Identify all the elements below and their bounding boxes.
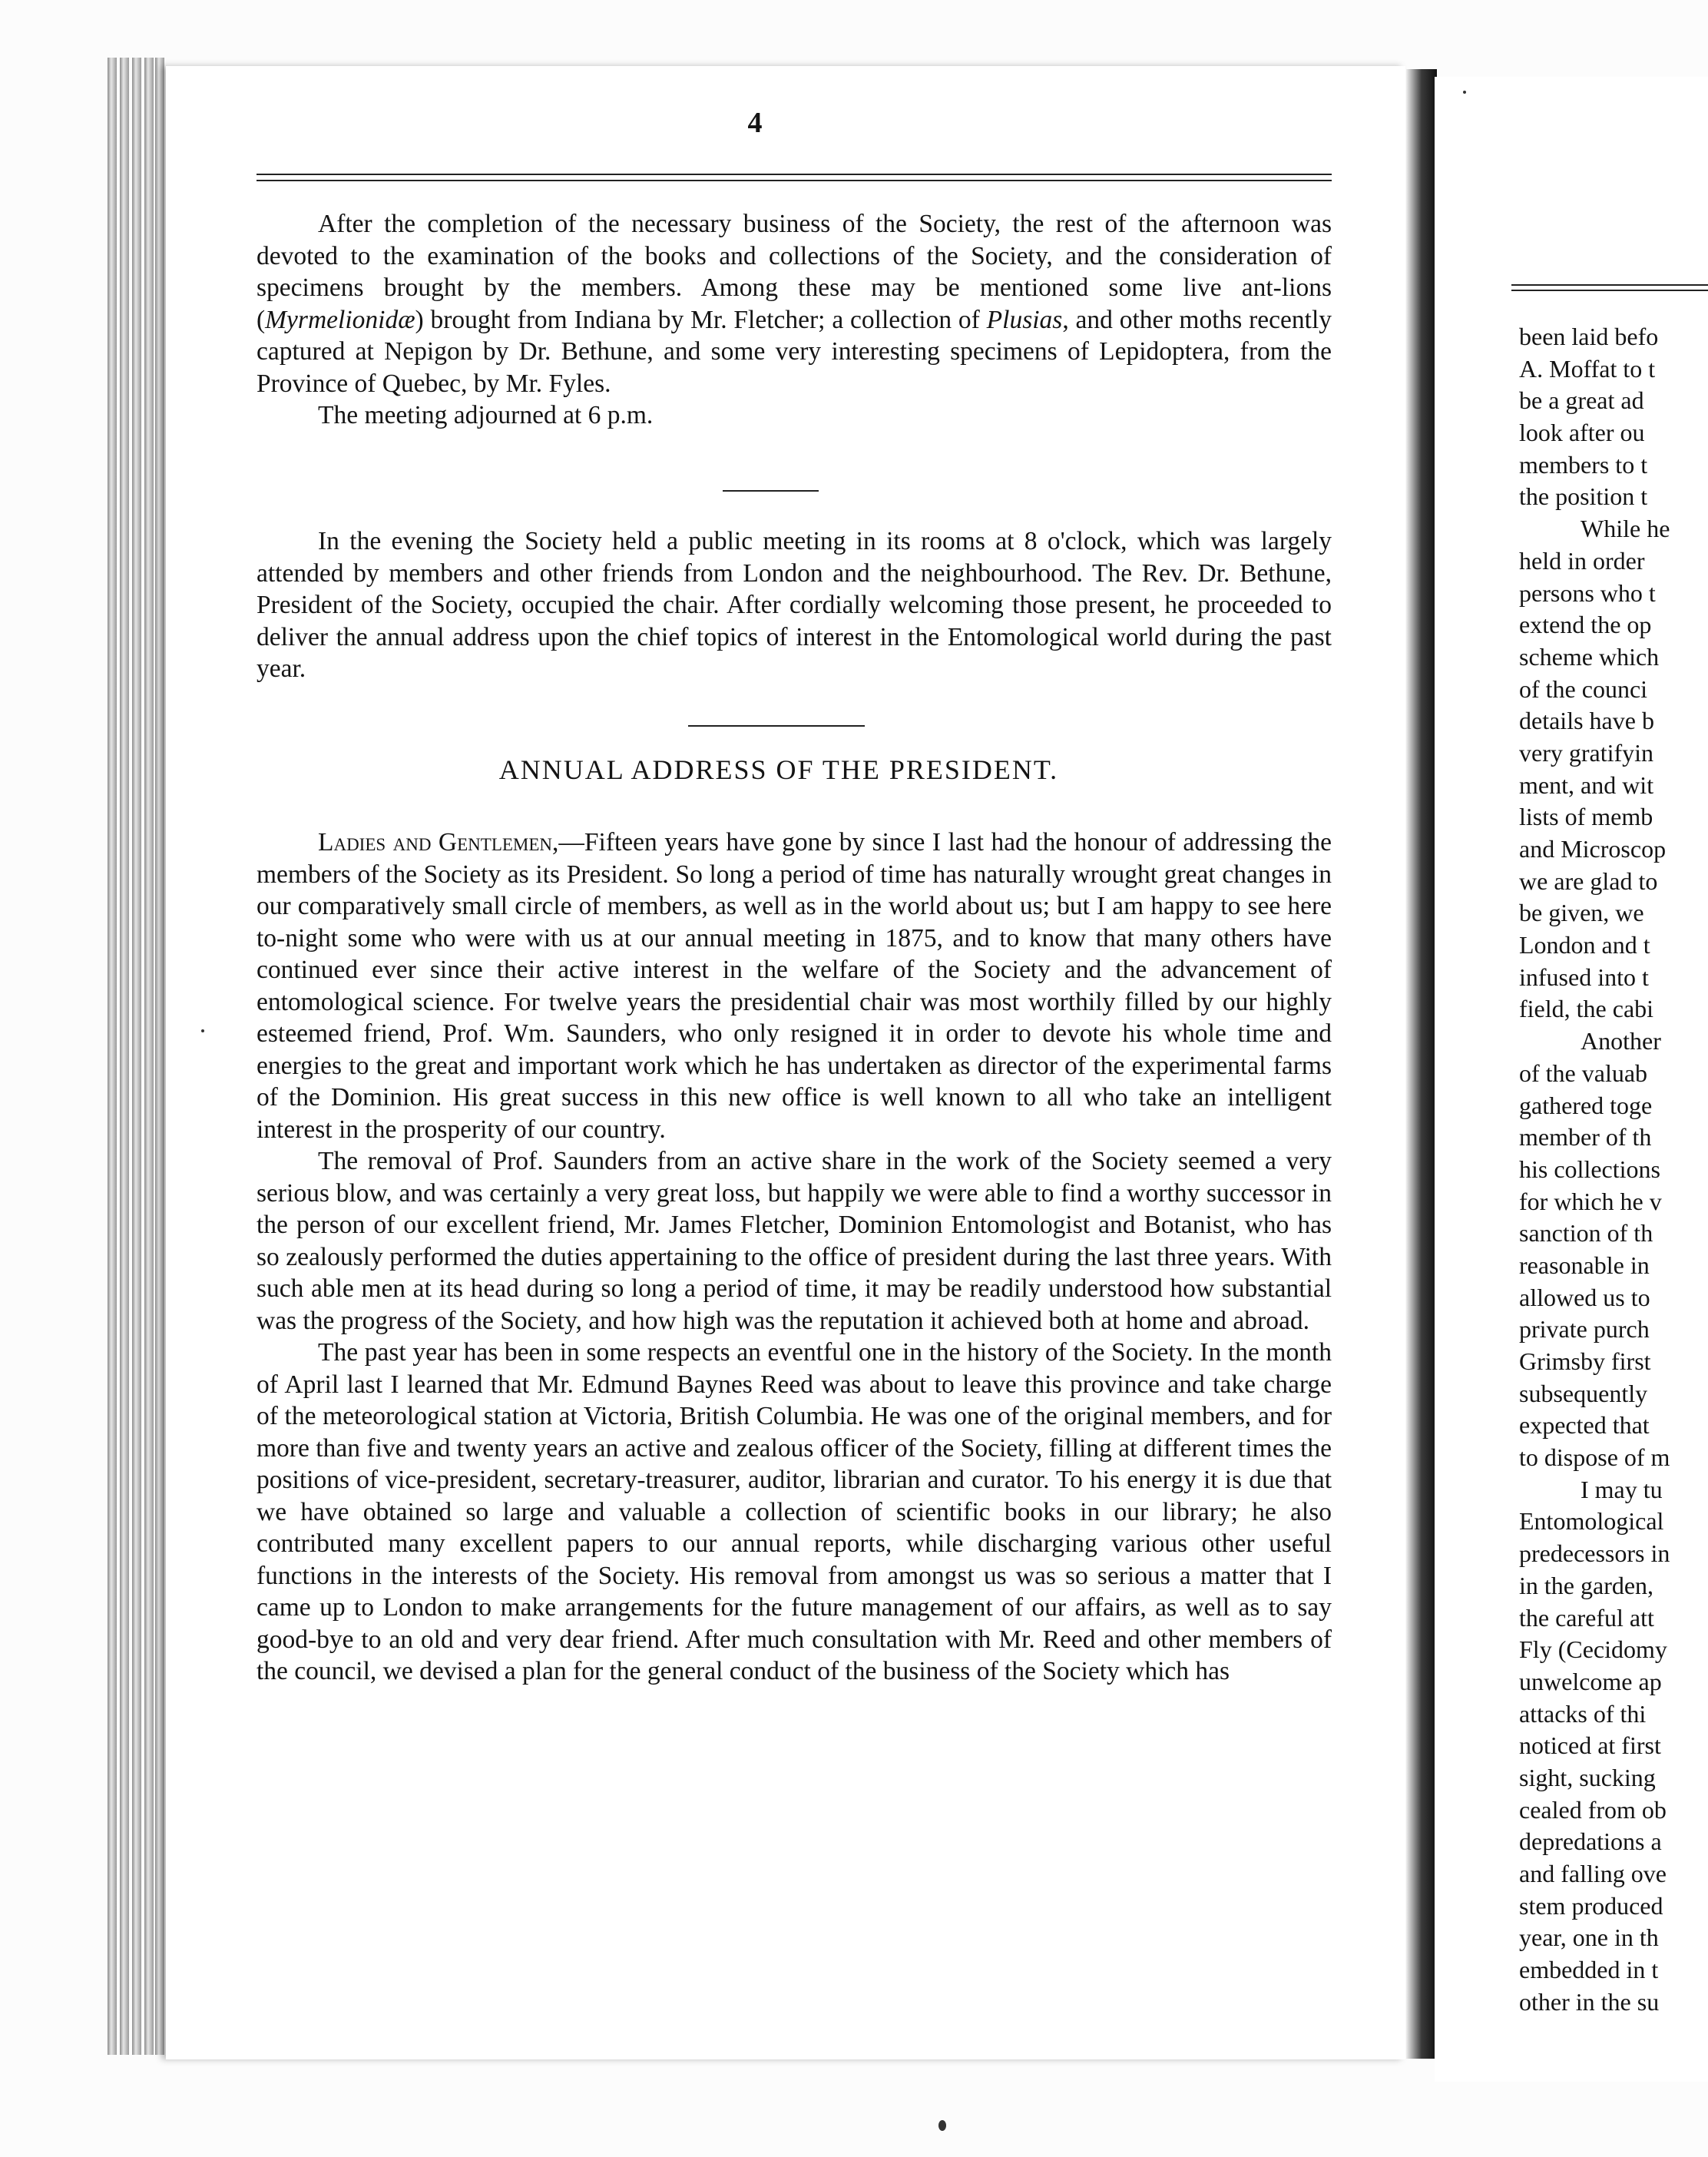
- right-page-line: the careful att: [1519, 1603, 1654, 1632]
- right-page-line: ment, and wit: [1519, 770, 1654, 799]
- left-page: [166, 66, 1405, 2059]
- salutation: Ladies and Gentlemen,: [318, 828, 559, 857]
- right-page-line: been laid befo: [1519, 323, 1659, 350]
- intro-paragraph-1-text-b: ) brought from Indiana by Mr. Fletcher; a collection of: [415, 305, 987, 334]
- right-page-line: the position t: [1519, 482, 1648, 511]
- right-page-line: persons who t: [1519, 578, 1656, 607]
- right-page-line: embedded in t: [1519, 1956, 1659, 1984]
- right-page-line: look after ou: [1519, 419, 1645, 447]
- right-page-line: year, one in th: [1519, 1923, 1659, 1952]
- address-heading: ANNUAL ADDRESS OF THE PRESIDENT.: [498, 754, 1059, 785]
- right-page-line: lists of memb: [1519, 803, 1653, 831]
- right-page-line: be a great ad: [1519, 386, 1644, 415]
- page-number: 4: [747, 107, 763, 139]
- section-divider: [688, 725, 865, 727]
- right-page-line: A. Moffat to t: [1519, 354, 1656, 383]
- right-page-line: While he: [1581, 515, 1670, 543]
- right-page-line: we are glad to: [1519, 866, 1658, 895]
- right-page-line: allowed us to: [1519, 1283, 1650, 1311]
- right-page-partial: [1435, 77, 1708, 2082]
- header-double-rule: [257, 174, 1332, 181]
- right-page-line: of the valuab: [1519, 1059, 1648, 1087]
- section-divider: [723, 490, 819, 492]
- address-paragraph-2: The removal of Prof. Saunders from an active share in the work of the Society seemed a very serious blow, and was certainly a very great loss, but happily we were able to find a worthy successor in the person of our excellent friend, Mr. James Fletcher, Dominion Entomologist and Botanist, who has so zealously performed the duties appertaining to the office of president during the last three years. With such able men at its head during so long a period of time, it may be readily understood how substantial was the progress of the Society, and how high was the reputation it achieved both at home and abroad.: [257, 1147, 1332, 1335]
- intro-paragraph-2: The meeting adjourned at 6 p.m.: [318, 401, 654, 429]
- right-page-line: field, the cabi: [1519, 995, 1654, 1023]
- right-page-line: members to t: [1519, 450, 1648, 479]
- right-page-line: infused into t: [1519, 963, 1649, 991]
- right-page-line: subsequently: [1519, 1379, 1648, 1407]
- page-edge-strip: [132, 58, 141, 2055]
- right-page-line: London and t: [1519, 931, 1650, 959]
- right-page-line: Another: [1581, 1027, 1661, 1055]
- right-page-line: noticed at first: [1519, 1731, 1661, 1760]
- taxon-myrmelionidae: Myrmelionidæ: [265, 305, 415, 334]
- right-page-line: depredations a: [1519, 1827, 1662, 1856]
- intro-paragraph-1-text-a: After the completion of the necessary business of the Society, the rest of the afternoon was devoted to the examination of the books and collections of the Society, and the consideration of specimens brought by the members. Among these may be mentioned some live ant-lions (: [257, 210, 1332, 334]
- right-page-line: details have b: [1519, 707, 1654, 735]
- right-page-line: Entomological: [1519, 1507, 1664, 1536]
- right-page-text: [1519, 321, 1708, 2018]
- right-page-line: sight, sucking: [1519, 1763, 1656, 1791]
- scan-speck: [938, 2120, 946, 2131]
- evening-meeting-section: [257, 525, 1332, 685]
- right-page-line: very gratifyin: [1519, 738, 1654, 767]
- evening-meeting-paragraph: In the evening the Society held a public meeting in its rooms at 8 o'clock, which was largely attended by members and other friends from London and the neighbourhood. The Rev. Dr. Bethune, President of the Society, occupied the chair. After cordially welcoming those present, he proceeded to deliver the annual address upon the chief topics of interest in the Entomological world during the past year.: [257, 527, 1332, 683]
- address-paragraph-1-text: —Fifteen years have gone by since I last had the honour of addressing the members of the Society as its President. So long a period of time has naturally wrought great changes in our comparatively small circle of members, as well as in the world about us; but I am happy to see here to-night some who were with us at our annual meeting in 1875, and to know that many others have continued ever since their active interest in the welfare of the Society and the advancement of entomological science. For twelve years the presidential chair was most worthily filled by our highly esteemed friend, Prof. Wm. Saunders, who only resigned it in order to devote his whole time and energies to the great and important work which he has undertaken as director of the experimental farms of the Dominion. His great success in this new office is well known to all who take an intelligent interest in the prosperity of our country.: [257, 828, 1332, 1144]
- right-page-line: scheme which: [1519, 642, 1660, 671]
- right-page-line: Grimsby first: [1519, 1347, 1651, 1375]
- right-page-line: private purch: [1519, 1315, 1650, 1344]
- right-page-line: gathered toge: [1519, 1091, 1653, 1119]
- address-body: [257, 827, 1332, 1688]
- right-page-line: unwelcome ap: [1519, 1667, 1662, 1695]
- right-page-line: in the garden,: [1519, 1571, 1654, 1599]
- right-page-line: predecessors in: [1519, 1539, 1670, 1568]
- right-page-line: attacks of thi: [1519, 1699, 1647, 1728]
- book-gutter: [1406, 69, 1437, 2059]
- right-page-line: extend the op: [1519, 611, 1652, 639]
- right-page-line: his collections: [1519, 1155, 1660, 1183]
- right-page-line: and falling ove: [1519, 1860, 1667, 1887]
- page-edge-strip: [108, 58, 117, 2055]
- intro-section: [257, 208, 1332, 432]
- right-page-line: cealed from ob: [1519, 1795, 1667, 1824]
- intro-paragraph-1-text-c: , and other moths recently captured at Nepigon by Dr. Bethune, and some very interesting specimens of Lepidoptera, from the Province of Quebec, by Mr. Fyles.: [257, 305, 1332, 398]
- right-page-line: sanction of th: [1519, 1219, 1653, 1247]
- page-edge-strip: [120, 58, 129, 2055]
- right-page-line: be given, we: [1519, 899, 1644, 927]
- right-page-line: expected that: [1519, 1411, 1650, 1440]
- right-page-line: I may tu: [1581, 1475, 1663, 1503]
- right-page-line: for which he v: [1519, 1187, 1662, 1215]
- right-page-line: held in order: [1519, 546, 1645, 575]
- right-page-line: other in the su: [1519, 1987, 1660, 2016]
- page-edge-strip: [155, 58, 164, 2055]
- right-page-line: of the counci: [1519, 674, 1648, 703]
- intro-paragraph-1: [257, 208, 1332, 399]
- address-paragraph-3: The past year has been in some respects an eventful one in the history of the Society. In the month of April last I learned that Mr. Edmund Baynes Reed was about to leave this province and take charge of the meteorological station at Victoria, British Columbia. He was one of the original members, and for more than five and twenty years an active and zealous officer of the Society, filling at different times the positions of vice-president, secretary-treasurer, auditor, librarian and curator. To his energy it is due that we have obtained so large and valuable a collection of scientific books in our library; he also contributed many excellent papers to our annual reports, while discharging various other useful functions in the interests of the Society. His removal from amongst us was so serious a matter that I came up to London to make arrangements for the future management of our affairs, as well as to say good-bye to an old and very dear friend. After much consultation with Mr. Reed and other members of the council, we devised a plan for the general conduct of the business of the Society which has: [257, 1338, 1332, 1685]
- right-page-line: and Microscop: [1519, 835, 1667, 863]
- right-page-line: to dispose of m: [1519, 1443, 1670, 1472]
- right-page-line: stem produced: [1519, 1891, 1663, 1920]
- page-edge-strip: [144, 58, 154, 2055]
- scan-speck: [201, 1029, 204, 1032]
- right-page-line: Fly (Cecidomy: [1519, 1635, 1667, 1664]
- taxon-plusias: Plusias: [986, 305, 1063, 334]
- scan-speck: [1463, 91, 1466, 94]
- right-page-line: member of th: [1519, 1123, 1652, 1151]
- address-paragraph-1: [257, 827, 1332, 1145]
- right-page-line: reasonable in: [1519, 1251, 1650, 1279]
- right-header-double-rule: [1511, 284, 1708, 291]
